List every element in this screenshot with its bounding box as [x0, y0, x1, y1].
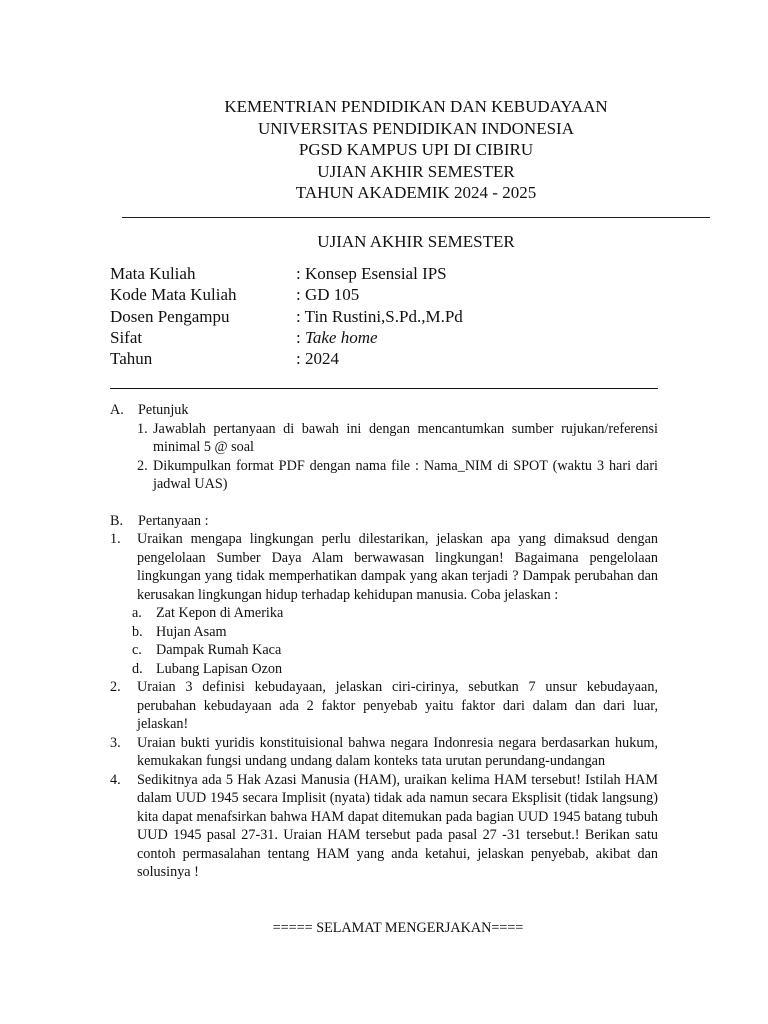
info-label: Kode Mata Kuliah	[110, 285, 237, 305]
info-row-course	[110, 263, 463, 284]
option-text: Dampak Rumah Kaca	[156, 642, 282, 658]
item-text: Jawablah pertanyaan di bawah ini dengan mencantumkan sumber rujukan/referensi minimal 5 @ soal	[153, 420, 658, 455]
instruction-item	[110, 457, 658, 494]
question-text: Uraian 3 definisi kebudayaan, jelaskan ciri-cirinya, sebutkan 7 unsur kebudayaan, perubahan kebudayaan ada 2 faktor penyebab yaitu faktor dari dalam dan dari luar, jelaskan!	[137, 679, 658, 732]
option-text: Lubang Lapisan Ozon	[156, 660, 283, 677]
question-item	[110, 530, 658, 604]
info-row-year	[110, 348, 463, 369]
section-title: Petunjuk	[138, 402, 189, 418]
info-label: Dosen Pengampu	[110, 306, 230, 326]
header-divider	[122, 217, 710, 218]
question-marker: 1.	[110, 531, 121, 547]
question-marker: 2.	[110, 679, 121, 695]
question-item	[110, 771, 658, 882]
exam-body	[110, 401, 658, 882]
section-questions-heading	[110, 512, 658, 531]
question-text: Sedikitnya ada 5 Hak Azasi Manusia (HAM), uraikan kelima HAM tersebut! Istilah HAM dalam UUD 1945 secara Implisit (nyata) tidak ada namun secara Eksplisit (tidak langsung) kita dapat menafsirkan bahwa HAM dapat ditemukan pada bagian UUD 1945 batang tubuh UUD 1945 pasal 27-31. Uraian HAM tersebut pada pasal 27 -31 tersebut.! Berikan satu contoh permasalahan tentang HAM yang anda ketahui, jelaskan penyebab, akibat dan solusinya !	[137, 771, 658, 880]
option-text: Zat Kepon di Amerika	[156, 605, 284, 621]
info-value: : Tin Rustini,S.Pd.,M.Pd	[296, 306, 463, 326]
document-header	[0, 96, 768, 204]
question-option	[110, 604, 658, 623]
question-option	[110, 623, 658, 642]
header-line-ministry: KEMENTRIAN PENDIDIKAN DAN KEBUDAYAAN	[224, 97, 608, 116]
section-instructions-heading	[110, 401, 658, 420]
item-marker: 2.	[137, 457, 148, 474]
exam-subtitle: UJIAN AKHIR SEMESTER	[317, 232, 515, 251]
option-marker: b.	[132, 623, 143, 640]
section-title: Pertanyaan :	[138, 512, 209, 529]
question-marker: 3.	[110, 734, 121, 751]
question-item	[110, 734, 658, 771]
closing-line: ===== SELAMAT MENGERJAKAN====	[272, 920, 524, 936]
item-text: Dikumpulkan format PDF dengan nama file : Nama_NIM di SPOT (waktu 3 hari dari jadwal UAS)	[153, 457, 658, 492]
question-marker: 4.	[110, 771, 121, 788]
question-option	[110, 660, 658, 679]
info-value-prefix: :	[296, 327, 305, 347]
section-marker: A.	[110, 402, 124, 418]
info-value: : GD 105	[296, 285, 360, 305]
spacer	[110, 494, 658, 512]
info-divider	[110, 388, 658, 389]
instruction-item	[110, 420, 658, 457]
info-value: : Konsep Esensial IPS	[296, 264, 447, 283]
header-line-campus: PGSD KAMPUS UPI DI CIBIRU	[298, 140, 534, 159]
option-text: Hujan Asam	[156, 623, 227, 640]
info-row-nature	[110, 327, 463, 348]
option-marker: a.	[132, 605, 142, 621]
question-item	[110, 678, 658, 734]
header-line-university: UNIVERSITAS PENDIDIKAN INDONESIA	[258, 118, 574, 138]
info-label: Mata Kuliah	[110, 264, 196, 283]
info-label: Tahun	[110, 349, 153, 369]
item-marker: 1.	[137, 420, 148, 437]
info-label: Sifat	[110, 327, 143, 347]
header-line-year: TAHUN AKADEMIK 2024 - 2025	[295, 183, 537, 202]
option-marker: c.	[132, 642, 142, 658]
info-value: : 2024	[296, 349, 339, 369]
header-line-exam: UJIAN AKHIR SEMESTER	[317, 161, 515, 181]
option-marker: d.	[132, 660, 143, 677]
question-option	[110, 641, 658, 660]
section-marker: B.	[110, 512, 124, 529]
course-info	[110, 263, 463, 369]
question-text: Uraikan mengapa lingkungan perlu dilestarikan, jelaskan apa yang dimaksud dengan pengelolaan Sumber Daya Alam berwawasan lingkungan! Bagaimana pengelolaan lingkungan yang tidak memperhatikan dampak yang akan terjadi ? Dampak perubahan dan kerusakan lingkungan hidup terhadap kehidupan manusia. Coba jelaskan :	[137, 531, 658, 603]
info-row-lecturer	[110, 306, 463, 327]
info-row-code	[110, 284, 463, 305]
info-value: Take home	[304, 327, 378, 347]
question-text: Uraian bukti yuridis konstituisional bahwa negara Indonresia negara berdasarkan hukum, kemukakan fungsi undang undang dalam konteks tata urutan perundang-undangan	[137, 734, 658, 769]
